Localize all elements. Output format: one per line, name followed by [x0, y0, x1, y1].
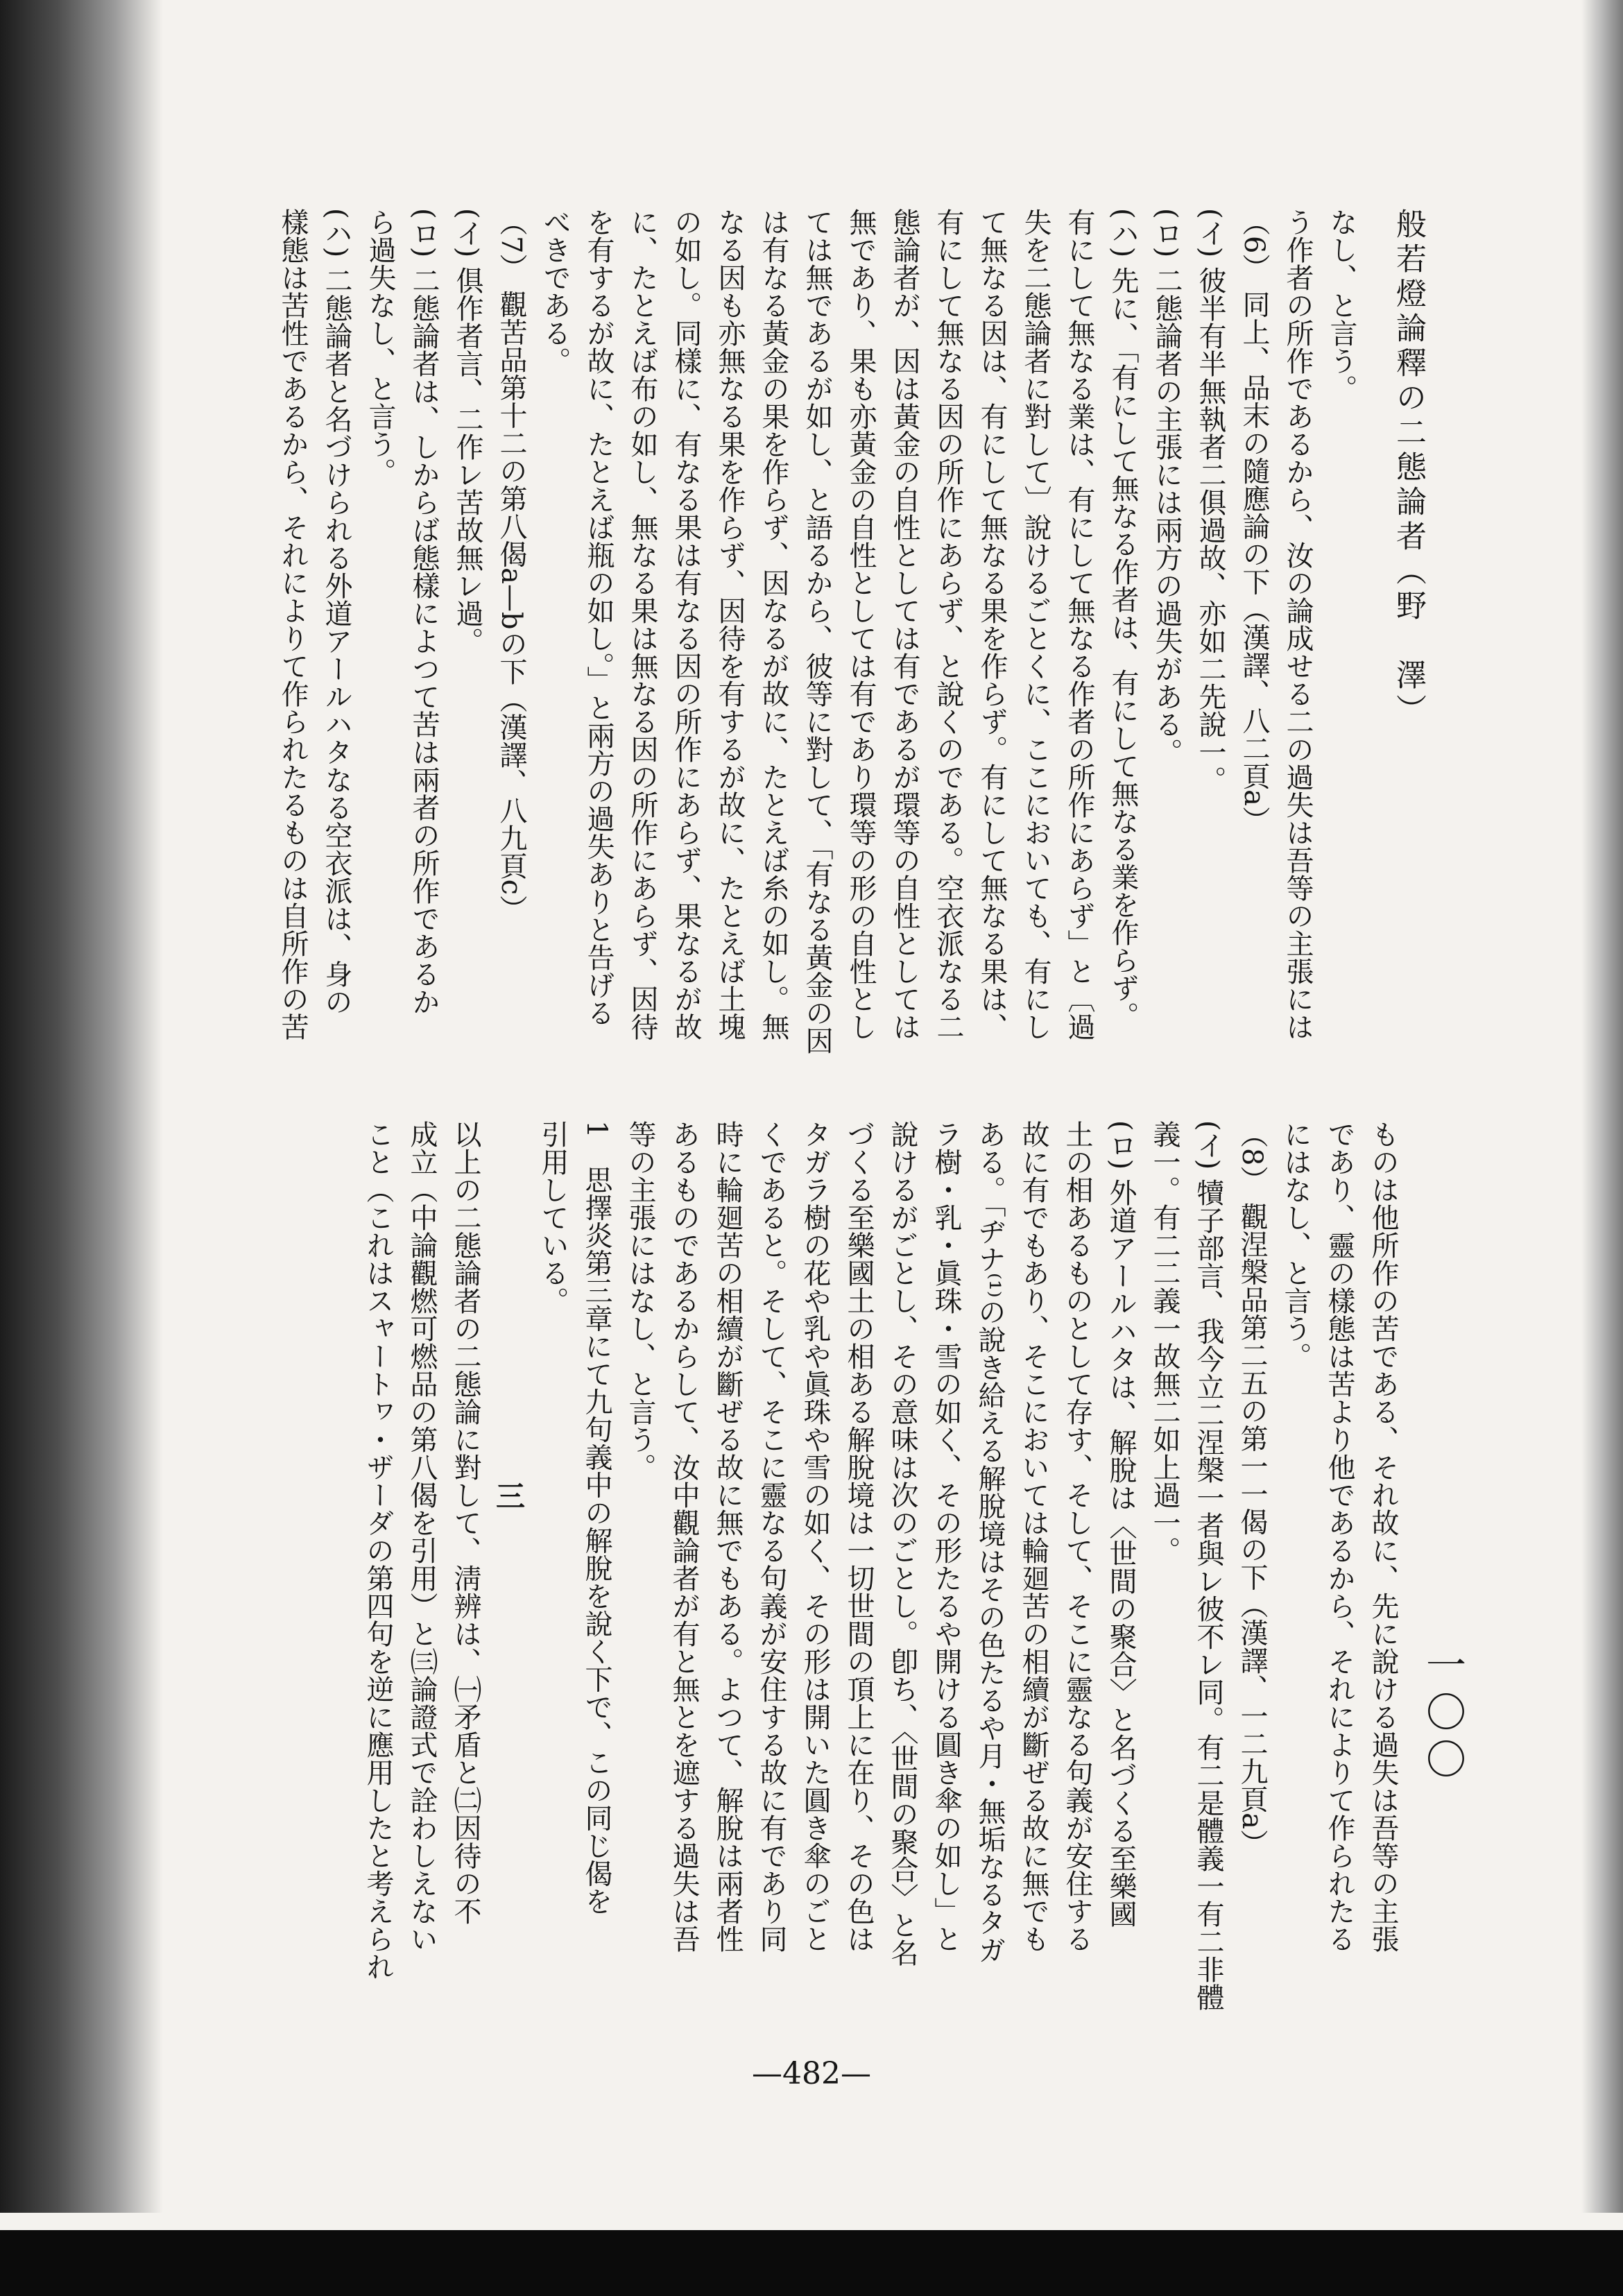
- text-column: 成立（中論觀燃可燃品の第八偈を引用）と㈢論證式で詮わしえない: [406, 1120, 438, 1953]
- text-column: 引用している。: [537, 1120, 569, 1314]
- text-column: (イ) 犢子部言、我今立二涅槃一者與レ彼不レ同。有二是體義一有二非體: [1192, 1120, 1224, 2011]
- text-column: (ロ) 外道アールハタは、解脫は〈世間の聚合〉と名づくる至樂國: [1105, 1120, 1137, 1928]
- text-column: 有にして無なる因の所作にあらず、と說くのである。空衣派なる二: [932, 208, 964, 1040]
- text-column: 故に有でもあり、そこにおいては輪廻苦の相續が斷ぜる故に無でも: [1017, 1120, 1049, 1953]
- text-column: であり、靈の樣態は苦より他であるから、それによりて作られたる: [1323, 1120, 1355, 1953]
- text-column: (イ) 彼半有半無執者二俱過故、亦如二先說一。: [1194, 208, 1226, 794]
- text-column: ものは他所作の苦である、それ故に、先に說ける過失は吾等の主張: [1367, 1120, 1399, 1953]
- text-column: こと（これはスャートヮ・ザーダの第四句を逆に應用したと考えられ: [362, 1120, 394, 1980]
- text-column: (ロ) 二態論者は、しからば態樣によつて苦は兩者の所作であるか: [408, 208, 440, 1016]
- text-column: (イ) 俱作者言、二作レ苦故無レ過。: [452, 208, 483, 655]
- text-column: (ハ) 二態論者と名づけられる外道アールハタなる空衣派は、身の: [320, 208, 352, 1016]
- text-column: づくる至樂國土の相ある解脫境は一切世間の頂上に在り、その色は: [843, 1120, 875, 1953]
- section-heading: 三: [492, 1481, 526, 1510]
- text-column: なし、と言う。: [1325, 208, 1357, 402]
- text-column: タガラ樹の花や乳や眞珠や雪の如く、その形は開いた圓き傘のごと: [799, 1120, 831, 1953]
- text-column: 義一。有二二義一故無二如上過一。: [1149, 1120, 1180, 1564]
- text-column: に、たとえば布の如し、無なる果は無なる因の所作にあらず、因待: [626, 208, 658, 1040]
- text-column: （7） 觀苦品第十二の第八偈a—bの下（漢譯、八九頁c）: [495, 208, 527, 923]
- running-head: 般若燈論釋の二態論者（野 澤）: [1391, 208, 1426, 728]
- text-column: (ロ) 二態論者の主張には兩方の過失がある。: [1151, 208, 1183, 766]
- scan-shadow-bottom: [0, 2230, 1623, 2296]
- text-column: （8） 觀涅槃品第二五の第一一偈の下（漢譯、一二九頁a）: [1236, 1120, 1268, 1858]
- page-number-top: 一〇〇: [1419, 1644, 1466, 1785]
- text-column: にはなし、と言う。: [1280, 1120, 1312, 1370]
- text-column: 以上の二態論者の二態論に對して、淸辨は、㈠矛盾と㈡因待の不: [449, 1120, 481, 1925]
- scan-shadow-right: [1581, 0, 1623, 2213]
- text-column: 土の相あるものとして存す、そして、そこに靈なる句義が安住する: [1061, 1120, 1093, 1953]
- text-column: べきである。: [539, 208, 571, 375]
- text-column: (ハ) 先に、「有にして無なる作者は、有にして無なる業を作らず。: [1107, 208, 1139, 1029]
- text-column: の如し。同樣に、有なる果は有なる因の所作にあらず、果なるが故: [670, 208, 702, 1040]
- text-column: 樣態は苦性であるから、それによりて作られたるものは自所作の苦: [277, 208, 309, 1040]
- text-column: あるものであるからして、汝中觀論者が有と無とを遮する過失は吾: [668, 1120, 700, 1953]
- text-column: う作者の所作であるから、汝の論成せる二の過失は吾等の主張には: [1282, 208, 1314, 1040]
- upper-text-block: [156, 208, 1363, 1061]
- text-column: 有にして無なる業は、有にして無なる作者の所作にあらず」と〔過: [1063, 208, 1095, 1040]
- text-column: て無なる因は、有にして無なる果を作らず。有にして無なる果は、: [976, 208, 1008, 1040]
- text-column: 1 思擇炎第三章にて九句義中の解脫を說く下で、この同じ偈を: [581, 1120, 612, 1915]
- text-column: 等の主張にはなし、と言う。: [624, 1120, 656, 1481]
- text-column: （6） 同上、品末の隨應論の下（漢譯、八二頁a）: [1238, 208, 1270, 834]
- text-column: ては無であるが如し、と語るから、彼等に對して、「有なる黃金の因: [801, 208, 833, 1054]
- text-column: 時に輪廻苦の相續が斷ぜる故に無でもある。よつて、解脫は兩者性: [712, 1120, 744, 1953]
- text-column: なる因も亦無なる果を作らず、因待を有するが故に、たとえば土塊: [714, 208, 746, 1040]
- text-column: ラ樹・乳・眞珠・雪の如く、その形たるや開ける圓き傘の如し」と: [930, 1120, 962, 1953]
- text-column: 態論者が、因は黃金の自性としては有であるが環等の自性としては: [888, 208, 920, 1040]
- text-column: は有なる黃金の果を作らず、因なるが故に、たとえば糸の如し。無: [757, 208, 789, 1040]
- page-footer: —482—: [752, 2056, 871, 2091]
- text-column: 失を二態論者に對して〕說けるごとくに、ここにおいても、有にし: [1020, 208, 1051, 1040]
- text-column: ある。「ヂナ⁽¹⁾の說き給える解脫境はその色たるや月・無垢なるタガ: [974, 1120, 1006, 1964]
- text-column: ら過失なし、と言う。: [364, 208, 396, 486]
- text-column: 說けるがごとし、その意味は次のごとし。卽ち、〈世間の聚合〉と名: [886, 1120, 918, 1967]
- lower-text-block: [156, 1120, 1405, 2029]
- scan-shadow-left: [0, 0, 163, 2213]
- text-column: を有するが故に、たとえば瓶の如し。」と兩方の過失ありと告げる: [583, 208, 615, 1027]
- text-column: 無であり、果も亦黃金の自性としては有であり環等の形の自性とし: [845, 208, 877, 1040]
- text-column: くであると。そして、そこに靈なる句義が安住する故に有であり同: [755, 1120, 787, 1953]
